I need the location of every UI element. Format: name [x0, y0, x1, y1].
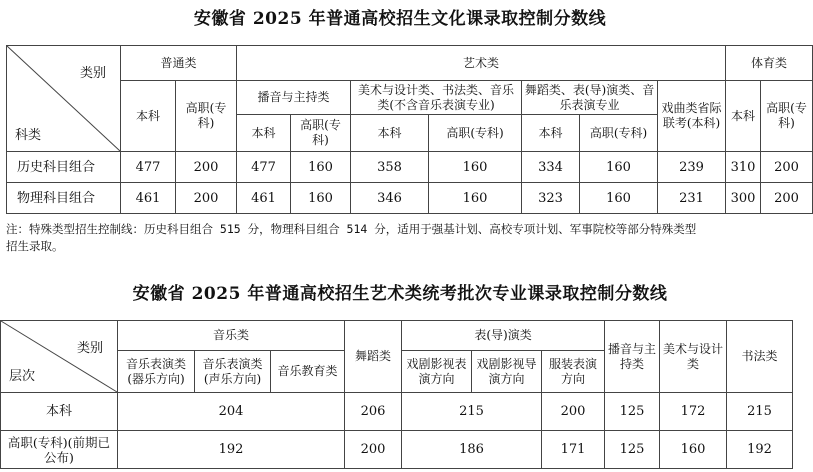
table-cell: 160 — [429, 183, 522, 214]
table-cell: 200 — [176, 183, 237, 214]
note-line-1: 注：特殊类型招生控制线：历史科目组合 515 分，物理科目组合 514 分，适用于强基计划、高校专项计划、军事院校等部分特殊类型 — [6, 222, 697, 236]
table-cell: 160 — [291, 152, 351, 183]
header-biaoyan: 表(导)演类 — [402, 321, 605, 351]
header-putong-benke: 本科 — [121, 81, 176, 152]
note-line-2: 招生录取。 — [6, 239, 64, 253]
table-cell: 310 — [726, 152, 761, 183]
table-cell: 125 — [605, 393, 660, 431]
table-cell: 477 — [121, 152, 176, 183]
table-cell: 206 — [345, 393, 402, 431]
table-cell: 172 — [660, 393, 727, 431]
header-yinyue: 音乐类 — [118, 321, 345, 351]
header-xiju-daoyan: 戏剧影视导演方向 — [472, 351, 542, 393]
art-score-table — [0, 320, 793, 469]
header-shengyue: 音乐表演类(声乐方向) — [195, 351, 271, 393]
corner-category-label: 类别 — [76, 341, 103, 356]
header-tiyu-benke: 本科 — [726, 81, 761, 152]
header-meishu: 美术与设计类 — [660, 321, 727, 393]
table-row — [7, 152, 813, 183]
table1-corner-header — [7, 46, 121, 152]
header-fuzhuang: 服装表演方向 — [542, 351, 605, 393]
table-cell: 334 — [522, 152, 580, 183]
table-cell: 477 — [237, 152, 291, 183]
corner-subject-label: 科类 — [15, 128, 42, 143]
row-label: 本科 — [1, 393, 118, 431]
table-cell: 192 — [727, 431, 793, 469]
table-cell: 358 — [351, 152, 429, 183]
table-cell: 192 — [118, 431, 345, 469]
table2-title: 安徽省 2025 年普通高校招生艺术类统考批次专业课录取控制分数线 — [132, 284, 668, 304]
table-row — [1, 431, 793, 469]
header-tiyu: 体育类 — [726, 46, 813, 81]
table-cell: 160 — [291, 183, 351, 214]
corner-category-label: 类别 — [79, 66, 106, 81]
header-xiju-biaoyan: 戏剧影视表演方向 — [402, 351, 472, 393]
table-cell: 200 — [345, 431, 402, 469]
table1-note — [6, 221, 796, 255]
table-cell: 200 — [542, 393, 605, 431]
header-boyin-benke: 本科 — [237, 115, 291, 152]
header-qiyue: 音乐表演类(器乐方向) — [118, 351, 195, 393]
header-wudao-benke: 本科 — [522, 115, 580, 152]
header-boyin: 播音与主持类 — [237, 81, 351, 115]
row-label: 高职(专科)(前期已公布) — [1, 431, 118, 469]
table-cell: 125 — [605, 431, 660, 469]
table-cell: 461 — [237, 183, 291, 214]
header-meishu-benke: 本科 — [351, 115, 429, 152]
table-cell: 461 — [121, 183, 176, 214]
header-yishu: 艺术类 — [237, 46, 726, 81]
header-meishu: 美术与设计类、书法类、音乐类(不含音乐表演专业) — [351, 81, 522, 115]
table-cell: 160 — [660, 431, 727, 469]
table-cell: 215 — [402, 393, 542, 431]
table-cell: 160 — [429, 152, 522, 183]
table-cell: 171 — [542, 431, 605, 469]
header-boyin-gaozhi: 高职(专科) — [291, 115, 351, 152]
table-cell: 346 — [351, 183, 429, 214]
row-label: 物理科目组合 — [7, 183, 121, 214]
header-shufa: 书法类 — [727, 321, 793, 393]
table-cell: 204 — [118, 393, 345, 431]
header-wudao: 舞蹈类 — [345, 321, 402, 393]
header-boyin: 播音与主持类 — [605, 321, 660, 393]
header-meishu-gaozhi: 高职(专科) — [429, 115, 522, 152]
header-wudao-gaozhi: 高职(专科) — [580, 115, 658, 152]
header-xiqu: 戏曲类省际联考(本科) — [658, 81, 726, 152]
table-cell: 200 — [176, 152, 237, 183]
table-cell: 300 — [726, 183, 761, 214]
table1-title: 安徽省 2025 年普通高校招生文化课录取控制分数线 — [193, 9, 607, 29]
header-wudao: 舞蹈类、表(导)演类、音乐表演专业 — [522, 81, 658, 115]
table-cell: 186 — [402, 431, 542, 469]
table-cell: 200 — [761, 183, 813, 214]
table-cell: 160 — [580, 152, 658, 183]
table-cell: 323 — [522, 183, 580, 214]
row-label: 历史科目组合 — [7, 152, 121, 183]
table-cell: 160 — [580, 183, 658, 214]
table-row — [7, 183, 813, 214]
corner-level-label: 层次 — [9, 369, 36, 384]
table-cell: 239 — [658, 152, 726, 183]
culture-score-table — [6, 45, 813, 214]
table2-corner-header — [1, 321, 118, 393]
header-tiyu-gaozhi: 高职(专科) — [761, 81, 813, 152]
header-putong: 普通类 — [121, 46, 237, 81]
table-cell: 200 — [761, 152, 813, 183]
table-cell: 231 — [658, 183, 726, 214]
table-row — [1, 393, 793, 431]
header-putong-gaozhi: 高职(专科) — [176, 81, 237, 152]
header-yinyue-jiaoyu: 音乐教育类 — [271, 351, 345, 393]
table-cell: 215 — [727, 393, 793, 431]
